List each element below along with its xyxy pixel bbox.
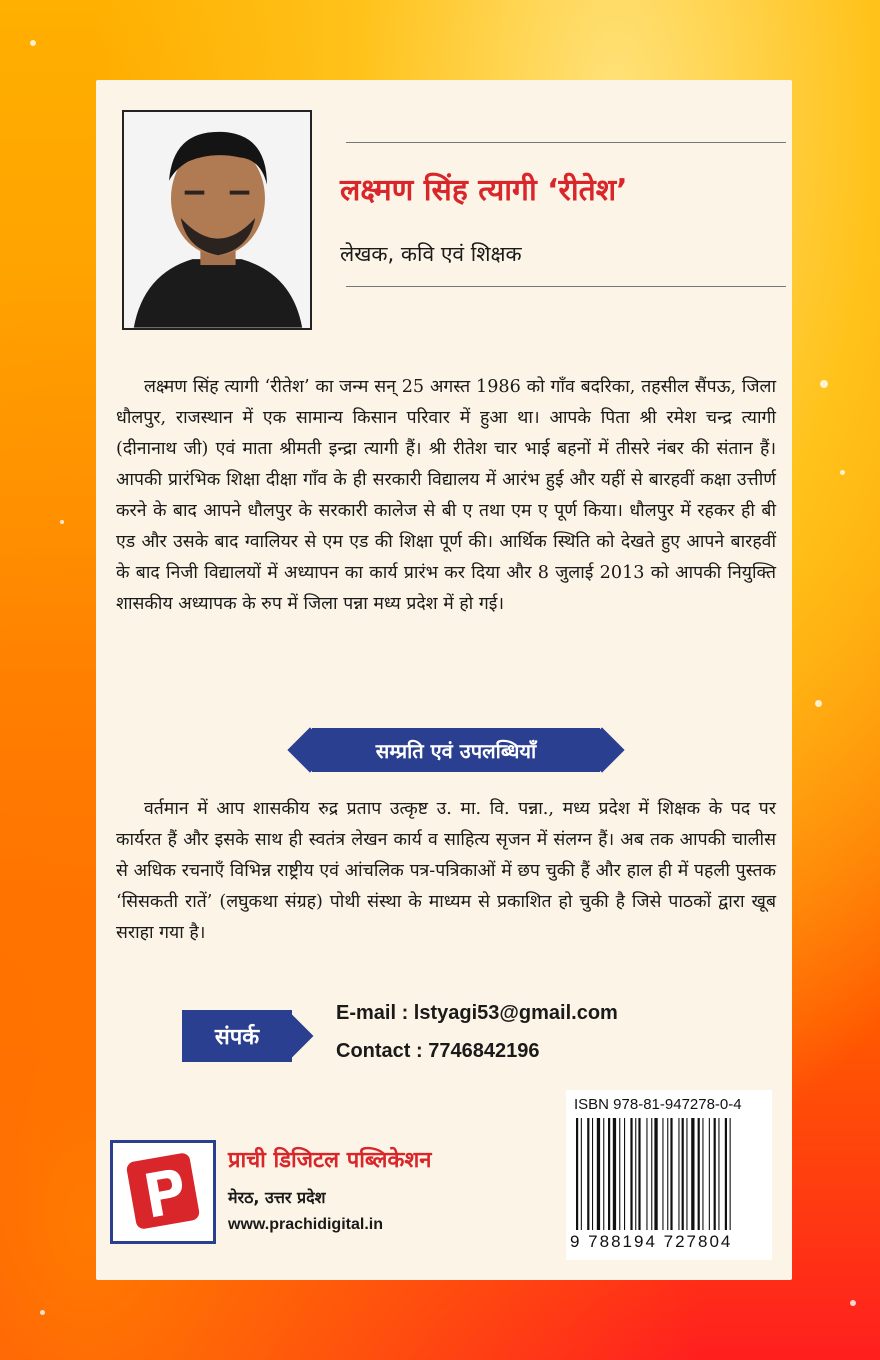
content-panel [96, 80, 792, 1280]
author-name: लक्ष्मण सिंह त्यागी ‘रीतेश’ [340, 173, 628, 208]
author-role: लेखक, कवि एवं शिक्षक [340, 242, 522, 266]
achievements-heading: सम्प्रति एवं उपलब्धियाँ [312, 728, 600, 772]
contact-email: E-mail : lstyagi53@gmail.com [336, 1002, 618, 1024]
contact-heading: संपर्क [182, 1010, 292, 1062]
author-photo [122, 110, 312, 330]
header-rule-bottom [346, 286, 786, 287]
contact-tag [182, 1010, 314, 1062]
publisher-website[interactable]: www.prachidigital.in [228, 1216, 383, 1233]
barcode-digits: 9 788194 727804 [570, 1232, 733, 1251]
achievements-banner [286, 728, 626, 772]
achievements-text: वर्तमान में आप शासकीय रुद्र प्रताप उत्कृष्ट उ. मा. वि. पन्ना., मध्य प्रदेश में शिक्षक के पद पर कार्यरत हैं और इसके साथ ही स्वतंत्र लेखन कार्य व साहित्य सृजन में संलग्न हैं। अब तक आपकी चालीस से अधिक रचनाएँ विभिन्न राष्ट्रीय एवं आंचलिक पत्र-पत्रिकाओं में छप चुकी हैं और हाल ही में पहली पुस्तक ‘सिसकती रातें’ (लघुकथा संग्रह) पोथी संस्था के माध्यम से प्रकाशित हो चुकी है जिसे पाठकों द्वारा खूब सराहा गया है। [116, 799, 776, 943]
author-biography: लक्ष्मण सिंह त्यागी ‘रीतेश’ का जन्म सन् 25 अगस्त 1986 को गाँव बदरिका, तहसील सैंपऊ, जिला धौलपुर, राजस्थान में एक सामान्य किसान परिवार में हुआ था। आपके पिता श्री रमेश चन्द्र त्यागी (दीनानाथ जी) एवं माता श्रीमती इन्द्रा त्यागी हैं। श्री रीतेश चार भाई बहनों में तीसरे नंबर की संतान हैं। आपकी प्रारंभिक शिक्षा दीक्षा गाँव के ही सरकारी विद्यालय में आरंभ हुई और यहीं से बारहवीं कक्षा उत्तीर्ण करने के बाद आपने धौलपुर के सरकारी कालेज से बी ए तथा एम ए पूर्ण किया। धौलपुर में रहकर ही बी एड और उसके बाद ग्वालियर से एम एड की शिक्षा पूर्ण की। आर्थिक स्थिति को देखते हुए आपने बारहवीं के बाद निजी विद्यालयों में अध्यापन का कार्य प्रारंभ कर दिया और 8 जुलाई 2013 को आपकी नियुक्ति शासकीय अध्यापक के रुप में जिला पन्ना मध्य प्रदेश में हो गई। [116, 377, 776, 614]
barcode-icon [574, 1118, 764, 1230]
publisher-name: प्राची डिजिटल पब्लिकेशन [228, 1148, 432, 1173]
publisher-city: मेरठ, उत्तर प्रदेश [228, 1188, 326, 1207]
publisher-logo [110, 1140, 216, 1244]
publisher-p-logo-icon [113, 1143, 213, 1241]
isbn-label: ISBN 978-81-947278-0-4 [574, 1096, 742, 1113]
contact-phone: Contact : 7746842196 [336, 1040, 540, 1062]
header-rule-top [346, 142, 786, 143]
isbn-barcode [566, 1090, 772, 1260]
author-portrait-icon [124, 112, 310, 328]
